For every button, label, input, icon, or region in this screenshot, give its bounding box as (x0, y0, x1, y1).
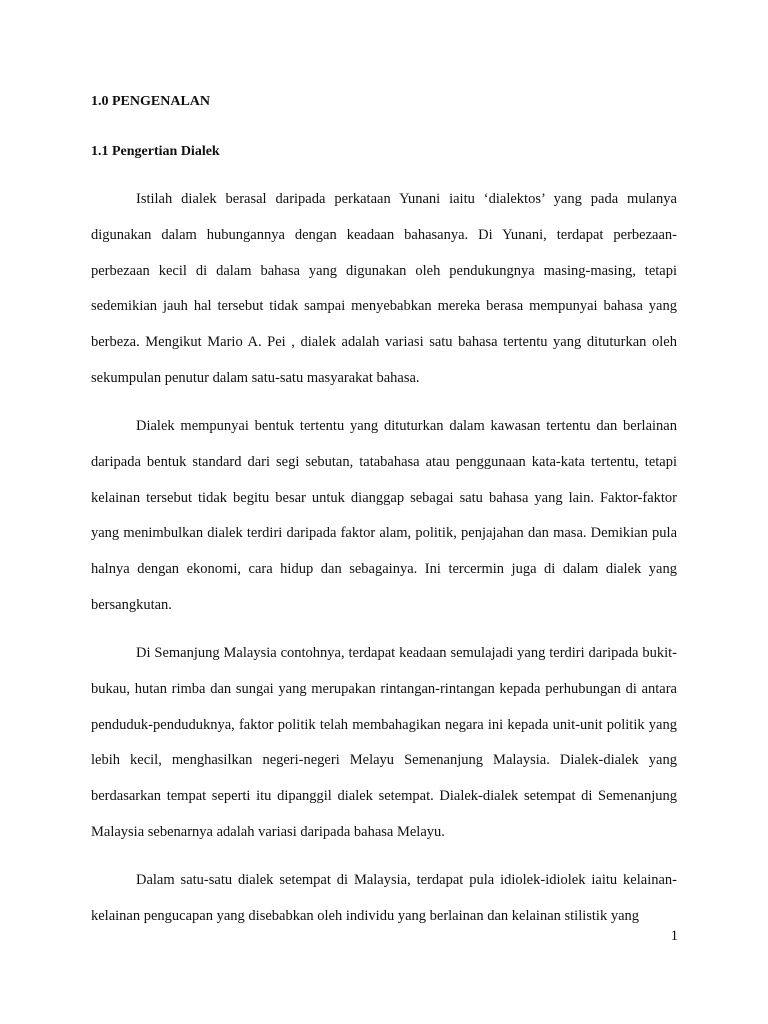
paragraph: Dialek mempunyai bentuk tertentu yang dituturkan dalam kawasan tertentu dan berlainan daripada bentuk standard dari segi sebutan, tatabahasa atau penggunaan kata-kata tertentu, tetapi kelainan tersebut tidak begitu besar untuk dianggap sebagai satu bahasa yang lain. Faktor-faktor yang menimbulkan dialek terdiri daripada faktor alam, politik, penjajahan dan masa. Demikian pula halnya dengan ekonomi, cara hidup dan sebagainya. Ini tercermin juga di dalam dialek yang bersangkutan. (91, 418, 677, 613)
subsection-heading: 1.1 Pengertian Dialek (91, 144, 220, 159)
paragraph: Istilah dialek berasal daripada perkataan Yunani iaitu ‘dialektos’ yang pada mulanya digunakan dalam hubungannya dengan keadaan bahasanya. Di Yunani, terdapat perbezaan-perbezaan kecil di dalam bahasa yang digunakan oleh pendukungnya masing-masing, tetapi sedemikian jauh hal tersebut tidak sampai menyebabkan mereka berasa mempunyai bahasa yang berbeza. Mengikut Mario A. Pei , dialek adalah variasi satu bahasa tertentu yang dituturkan oleh sekumpulan penutur dalam satu-satu masyarakat bahasa. (91, 191, 677, 386)
page-number: 1 (670, 928, 678, 944)
section-heading: 1.0 PENGENALAN (91, 94, 211, 109)
paragraph: Dalam satu-satu dialek setempat di Malaysia, terdapat pula idiolek-idiolek iaitu kelainan-kelainan pengucapan yang disebabkan oleh individu yang berlainan dan kelainan stilistik yang (91, 872, 677, 924)
paragraph: Di Semanjung Malaysia contohnya, terdapat keadaan semulajadi yang terdiri daripada bukit-bukau, hutan rimba dan sungai yang merupakan rintangan-rintangan kepada perhubungan di antara penduduk-penduduknya, faktor politik telah membahagikan negara ini kepada unit-unit politik yang lebih kecil, menghasilkan negeri-negeri Melayu Semenanjung Malaysia. Dialek-dialek yang berdasarkan tempat seperti itu dipanggil dialek setempat. Dialek-dialek setempat di Semenanjung Malaysia sebenarnya adalah variasi daripada bahasa Melayu. (91, 645, 677, 840)
